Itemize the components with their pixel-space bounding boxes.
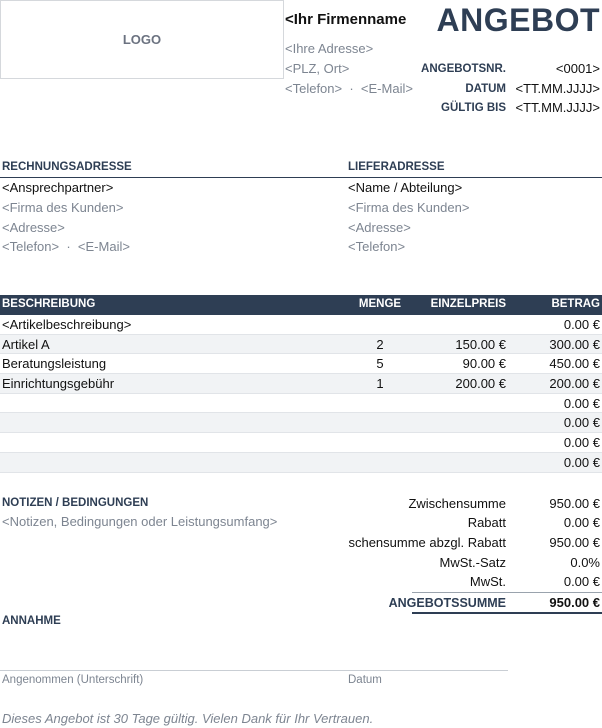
column-header-unit-price: EINZELPREIS: [430, 298, 506, 310]
shipping-name: <Name / Abteilung>: [348, 180, 463, 195]
subtotal-value: 950.00 €: [549, 496, 600, 511]
notes-heading: NOTIZEN / BEDINGUNGEN: [2, 497, 149, 509]
row-unit-price: 90.00 €: [462, 356, 506, 372]
shipping-address: <Adresse>: [348, 220, 411, 235]
company-phone: <Telefon>: [285, 81, 343, 96]
row-description: Artikel A: [2, 336, 50, 352]
company-zip-city: <PLZ, Ort>: [285, 61, 350, 76]
date-label: DATUM: [465, 83, 506, 95]
shipping-company: <Firma des Kunden>: [348, 200, 470, 215]
row-description: Einrichtungsgebühr: [2, 376, 115, 392]
table-row: [0, 413, 602, 433]
table-row: [0, 453, 602, 473]
billing-contact-line: [2, 239, 130, 254]
company-name: <Ihr Firmenname: [285, 11, 407, 28]
items-table: [0, 295, 602, 473]
separator-dot: ·: [66, 239, 71, 254]
subtotal-label: Zwischensumme: [408, 496, 506, 511]
row-amount: 300.00 €: [549, 336, 600, 352]
valid-until-value: <TT.MM.JJJJ>: [515, 100, 600, 115]
valid-until-label: GÜLTIG BIS: [441, 102, 506, 114]
row-amount: 450.00 €: [549, 356, 600, 372]
shipping-phone: <Telefon>: [348, 239, 406, 254]
company-contact: [285, 81, 413, 96]
row-unit-price: 200.00 €: [455, 376, 506, 392]
signature-line: [0, 670, 508, 671]
row-amount: 200.00 €: [549, 376, 600, 392]
billing-phone: <Telefon>: [2, 239, 60, 254]
row-amount: 0.00 €: [563, 454, 600, 470]
total-bottom-rule: [412, 612, 602, 614]
billing-address: <Adresse>: [2, 220, 65, 235]
tax-rate-value: 0.0%: [570, 555, 600, 570]
document-title: ANGEBOT: [436, 2, 600, 38]
column-header-description: BESCHREIBUNG: [2, 298, 96, 310]
signature-label: Angenommen (Unterschrift): [2, 674, 144, 686]
shipping-heading: LIEFERADRESSE: [348, 161, 445, 173]
row-amount: 0.00 €: [563, 435, 600, 451]
total-label: ANGEBOTSSUMME: [388, 596, 506, 610]
row-quantity: 5: [376, 356, 384, 372]
row-amount: 0.00 €: [563, 395, 600, 411]
table-row: [0, 433, 602, 453]
row-description: Beratungsleistung: [2, 356, 107, 372]
acceptance-date-label: Datum: [348, 674, 382, 686]
address-divider: [0, 177, 602, 178]
quote-number-label: ANGEBOTSNR.: [421, 63, 506, 75]
row-amount: 0.00 €: [563, 317, 600, 332]
separator-dot: ·: [349, 81, 354, 96]
table-row: [0, 315, 602, 335]
column-header-quantity: MENGE: [358, 298, 402, 310]
tax-rate-label: MwSt.-Satz: [439, 555, 506, 570]
company-email: <E-Mail>: [360, 81, 413, 96]
table-row: [0, 374, 602, 394]
table-row: [0, 354, 602, 374]
column-header-amount: BETRAG: [551, 298, 600, 310]
subtotal-less-discount-label: schensumme abzgl. Rabatt: [348, 535, 506, 550]
billing-heading: RECHNUNGSADRESSE: [2, 161, 132, 173]
footer-note: Dieses Angebot ist 30 Tage gültig. Vielen Dank für Ihr Vertrauen.: [2, 711, 374, 726]
tax-value: 0.00 €: [563, 574, 600, 589]
logo-placeholder: LOGO: [0, 0, 284, 79]
row-amount: 0.00 €: [563, 415, 600, 431]
billing-email: <E-Mail>: [77, 239, 130, 254]
total-value: 950.00 €: [549, 595, 600, 610]
tax-label: MwSt.: [469, 574, 506, 589]
row-unit-price: 150.00 €: [455, 336, 506, 352]
row-quantity: 1: [376, 376, 384, 392]
quote-number-value: <0001>: [555, 61, 600, 76]
row-quantity: 2: [376, 336, 384, 352]
notes-text: <Notizen, Bedingungen oder Leistungsumfang>: [2, 514, 278, 529]
billing-company: <Firma des Kunden>: [2, 200, 124, 215]
company-address: <Ihre Adresse>: [285, 41, 374, 56]
date-value: <TT.MM.JJJJ>: [515, 81, 600, 96]
table-header: [0, 295, 602, 315]
discount-label: Rabatt: [467, 515, 506, 530]
subtotal-less-discount-value: 950.00 €: [549, 535, 600, 550]
acceptance-heading: ANNAHME: [2, 615, 61, 627]
row-description: <Artikelbeschreibung>: [2, 317, 132, 332]
total-top-rule: [412, 592, 602, 593]
billing-contact: <Ansprechpartner>: [2, 180, 114, 195]
table-row: [0, 335, 602, 355]
table-row: [0, 394, 602, 414]
discount-value: 0.00 €: [563, 515, 600, 530]
